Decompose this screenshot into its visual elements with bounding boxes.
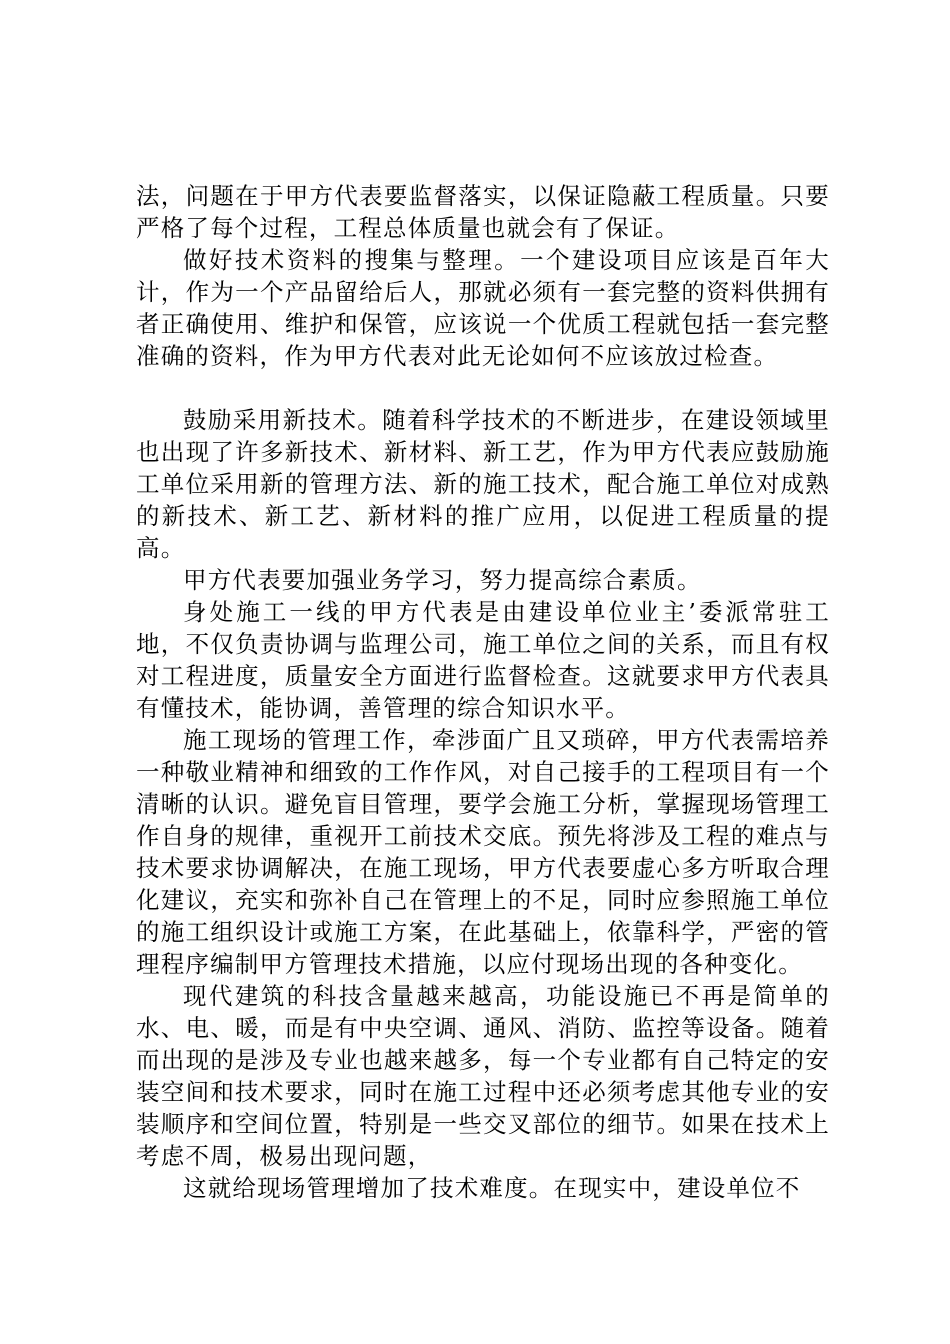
- paragraph-site-management: 施工现场的管理工作，牵涉面广且又琐碎，甲方代表需培养一种敬业精神和细致的工作作风，对自己接手的工程项目有一个清晰的认识。避免盲目管理，要学会施工分析，掌握现场管理工作自身的规律，重视开工前技术交底。预先将涉及工程的难点与技术要求协调解决，在施工现场，甲方代表要虚心多方听取合理化建议，充实和弥补自己在管理上的不足，同时应参照施工单位的施工组织设计或施工方案，在此基础上，依靠科学，严密的管理程序编制甲方管理技术措施，以应付现场出现的各种变化。: [136, 726, 830, 978]
- paragraph-on-site-representative: 身处施工一线的甲方代表是由建设单位业主’委派常驻工地，不仅负责协调与监理公司，施工单位之间的关系，而且有权对工程进度，质量安全方面进行监督检查。这就要求甲方代表具有懂技术，能协调，善管理的综合知识水平。: [136, 598, 830, 722]
- paragraph-technical-difficulty: 这就给现场管理增加了技术难度。在现实中，建设单位不: [183, 1174, 801, 1202]
- paragraph-technical-documents: 做好技术资料的搜集与整理。一个建设项目应该是百年大计，作为一个产品留给后人，那就必须有一套完整的资料供拥有者正确使用、维护和保管，应该说一个优质工程就包括一套完整准确的资料，作为甲方代表对此无论如何不应该放过检查。: [136, 246, 830, 370]
- paragraph-study-heading: 甲方代表要加强业务学习，努力提高综合素质。: [183, 566, 702, 594]
- document-body: [136, 180, 830, 1204]
- paragraph-spacer: [136, 372, 830, 404]
- paragraph-modern-buildings: 现代建筑的科技含量越来越高，功能设施已不再是简单的水、电、暖，而是有中央空调、通风、消防、监控等设备。随着而出现的是涉及专业也越来越多，每一个专业都有自己特定的安装空间和技术要求，同时在施工过程中还必须考虑其他专业的安装顺序和空间位置，特别是一些交叉部位的细节。如果在技术上考虑不周，极易出现问题，: [136, 982, 830, 1170]
- paragraph-continuation: 法，问题在于甲方代表要监督落实，以保证隐蔽工程质量。只要严格了每个过程，工程总体质量也就会有了保证。: [136, 182, 830, 242]
- paragraph-new-technology: 鼓励采用新技术。随着科学技术的不断进步，在建设领域里也出现了许多新技术、新材料、新工艺，作为甲方代表应鼓励施工单位采用新的管理方法、新的施工技术，配合施工单位对成熟的新技术、新工艺、新材料的推广应用，以促进工程质量的提高。: [136, 406, 830, 562]
